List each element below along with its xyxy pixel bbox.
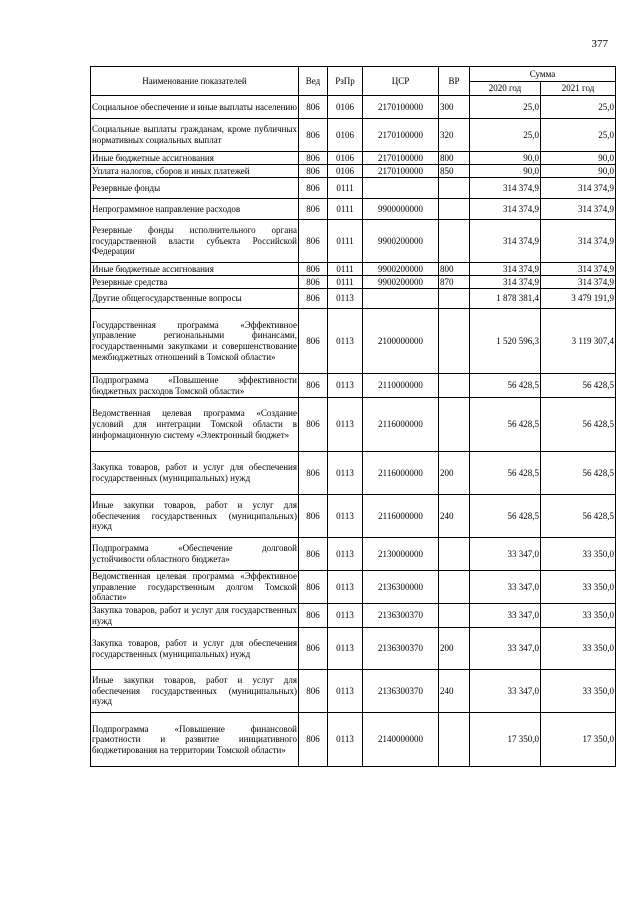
- row-vr: 850: [439, 165, 470, 178]
- row-csr: 2170100000: [363, 119, 439, 152]
- row-sum-2021: 3 119 307,4: [541, 309, 616, 374]
- row-vr: [439, 538, 470, 571]
- row-ved: 806: [299, 119, 328, 152]
- row-name: Социальное обеспечение и иные выплаты населению: [91, 96, 299, 119]
- row-ved: 806: [299, 309, 328, 374]
- row-rzpr: 0106: [328, 165, 363, 178]
- row-sum-2020: 314 374,9: [470, 263, 541, 276]
- table-row: [91, 199, 616, 220]
- row-rzpr: 0113: [328, 374, 363, 398]
- row-sum-2020: 314 374,9: [470, 178, 541, 199]
- row-rzpr: 0113: [328, 604, 363, 628]
- row-sum-2021: 90,0: [541, 165, 616, 178]
- row-ved: 806: [299, 165, 328, 178]
- row-rzpr: 0106: [328, 96, 363, 119]
- row-vr: 200: [439, 628, 470, 670]
- row-rzpr: 0113: [328, 398, 363, 452]
- table-row: [91, 374, 616, 398]
- row-sum-2020: 56 428,5: [470, 374, 541, 398]
- row-csr: 2116000000: [363, 452, 439, 495]
- row-sum-2021: 25,0: [541, 96, 616, 119]
- row-ved: 806: [299, 538, 328, 571]
- row-csr: 2136300370: [363, 628, 439, 670]
- row-csr: 2136300370: [363, 670, 439, 713]
- row-sum-2020: 25,0: [470, 119, 541, 152]
- row-ved: 806: [299, 495, 328, 538]
- row-rzpr: 0111: [328, 276, 363, 289]
- row-csr: 2140000000: [363, 713, 439, 767]
- row-rzpr: 0106: [328, 152, 363, 165]
- row-csr: [363, 289, 439, 309]
- table-row: [91, 538, 616, 571]
- row-rzpr: 0111: [328, 178, 363, 199]
- table-row: [91, 495, 616, 538]
- row-vr: [439, 374, 470, 398]
- row-sum-2021: 33 350,0: [541, 571, 616, 604]
- row-vr: 320: [439, 119, 470, 152]
- row-vr: [439, 289, 470, 309]
- header-year-2021: 2021 год: [541, 82, 616, 96]
- row-vr: 200: [439, 452, 470, 495]
- row-sum-2020: 56 428,5: [470, 495, 541, 538]
- row-ved: 806: [299, 374, 328, 398]
- table-row: [91, 713, 616, 767]
- row-sum-2020: 314 374,9: [470, 276, 541, 289]
- row-vr: [439, 220, 470, 263]
- row-sum-2020: 90,0: [470, 165, 541, 178]
- row-vr: [439, 571, 470, 604]
- row-rzpr: 0111: [328, 220, 363, 263]
- row-rzpr: 0106: [328, 119, 363, 152]
- row-name: Иные закупки товаров, работ и услуг для обеспечения государственных (муниципальных) нужд: [91, 670, 299, 713]
- header-sum: Сумма: [470, 67, 616, 82]
- row-csr: [363, 178, 439, 199]
- row-sum-2020: 56 428,5: [470, 452, 541, 495]
- row-vr: 870: [439, 276, 470, 289]
- row-ved: 806: [299, 220, 328, 263]
- row-ved: 806: [299, 604, 328, 628]
- row-csr: 2130000000: [363, 538, 439, 571]
- table-body: [91, 96, 616, 767]
- row-ved: 806: [299, 628, 328, 670]
- row-name: Иные бюджетные ассигнования: [91, 152, 299, 165]
- table-row: [91, 276, 616, 289]
- row-sum-2021: 314 374,9: [541, 199, 616, 220]
- row-vr: [439, 309, 470, 374]
- row-ved: 806: [299, 276, 328, 289]
- row-sum-2021: 56 428,5: [541, 398, 616, 452]
- table-row: [91, 220, 616, 263]
- row-ved: 806: [299, 571, 328, 604]
- row-csr: 2116000000: [363, 398, 439, 452]
- table-row: [91, 452, 616, 495]
- row-ved: 806: [299, 178, 328, 199]
- row-csr: 9900000000: [363, 199, 439, 220]
- table-row: [91, 289, 616, 309]
- row-sum-2020: 33 347,0: [470, 604, 541, 628]
- table-row: [91, 628, 616, 670]
- row-name: Социальные выплаты гражданам, кроме публичных нормативных социальных выплат: [91, 119, 299, 152]
- row-rzpr: 0111: [328, 263, 363, 276]
- row-name: Подпрограмма «Обеспечение долговой устойчивости областного бюджета»: [91, 538, 299, 571]
- row-ved: 806: [299, 398, 328, 452]
- row-sum-2021: 25,0: [541, 119, 616, 152]
- row-sum-2020: 314 374,9: [470, 220, 541, 263]
- row-csr: 2136300370: [363, 604, 439, 628]
- row-rzpr: 0113: [328, 670, 363, 713]
- row-name: Государственная программа «Эффективное управление региональными финансами, государственными закупками и совершенствование межбюджетных отношений в Томской области»: [91, 309, 299, 374]
- row-name: Непрограммное направление расходов: [91, 199, 299, 220]
- row-sum-2021: 314 374,9: [541, 276, 616, 289]
- row-sum-2021: 314 374,9: [541, 220, 616, 263]
- header-vr: ВР: [439, 67, 470, 96]
- row-vr: [439, 713, 470, 767]
- table-row: [91, 119, 616, 152]
- row-csr: 2116000000: [363, 495, 439, 538]
- row-vr: 240: [439, 495, 470, 538]
- header-ved: Вед: [299, 67, 328, 96]
- row-name: Закупка товаров, работ и услуг для государственных нужд: [92, 604, 297, 626]
- row-vr: 240: [439, 670, 470, 713]
- row-name: Резервные фонды исполнительного органа государственной власти субъекта Российской Федерации: [91, 220, 299, 263]
- header-csr: ЦСР: [363, 67, 439, 96]
- row-vr: [439, 604, 470, 628]
- header-rzpr: РзПр: [328, 67, 363, 96]
- row-name: Резервные фонды: [91, 178, 299, 199]
- row-ved: 806: [299, 452, 328, 495]
- table-row: [91, 670, 616, 713]
- row-csr: 9900200000: [363, 263, 439, 276]
- row-sum-2020: 33 347,0: [470, 571, 541, 604]
- row-name: Ведомственная целевая программа «Эффективное управление государственным долгом Томской области»: [92, 571, 297, 603]
- row-csr: 2136300000: [363, 571, 439, 604]
- row-name: Ведомственная целевая программа «Создание условий для интеграции Томской области в информационную систему «Электронный бюджет»: [91, 398, 299, 452]
- table-row: [91, 398, 616, 452]
- row-vr: [439, 199, 470, 220]
- row-name: Резервные средства: [91, 276, 299, 289]
- row-rzpr: 0113: [328, 289, 363, 309]
- budget-table: [90, 66, 616, 767]
- row-sum-2020: 1 878 381,4: [470, 289, 541, 309]
- row-rzpr: 0113: [328, 538, 363, 571]
- row-sum-2020: 56 428,5: [470, 398, 541, 452]
- table-row: [91, 165, 616, 178]
- row-rzpr: 0113: [328, 309, 363, 374]
- table-row: [91, 263, 616, 276]
- row-sum-2021: 3 479 191,9: [541, 289, 616, 309]
- row-sum-2021: 33 350,0: [541, 604, 616, 628]
- row-sum-2021: 56 428,5: [541, 374, 616, 398]
- row-sum-2021: 56 428,5: [541, 452, 616, 495]
- row-sum-2021: 33 350,0: [541, 670, 616, 713]
- table-row: [91, 96, 616, 119]
- row-name: Уплата налогов, сборов и иных платежей: [91, 165, 299, 178]
- row-ved: 806: [299, 263, 328, 276]
- row-name: Подпрограмма «Повышение эффективности бюджетных расходов Томской области»: [92, 374, 297, 396]
- row-sum-2021: 33 350,0: [541, 538, 616, 571]
- row-vr: [439, 178, 470, 199]
- row-sum-2020: 33 347,0: [470, 538, 541, 571]
- row-name: Подпрограмма «Повышение финансовой грамотности и развитие инициативного бюджетирования на территории Томской области»: [91, 713, 299, 767]
- row-vr: 800: [439, 263, 470, 276]
- row-name: Иные бюджетные ассигнования: [91, 263, 299, 276]
- row-csr: 9900200000: [363, 220, 439, 263]
- table-row: [91, 309, 616, 374]
- row-sum-2021: 17 350,0: [541, 713, 616, 767]
- row-sum-2020: 314 374,9: [470, 199, 541, 220]
- row-csr: 2170100000: [363, 96, 439, 119]
- row-name: Закупка товаров, работ и услуг для обеспечения государственных (муниципальных) нужд: [91, 452, 299, 495]
- row-ved: 806: [299, 670, 328, 713]
- row-sum-2021: 314 374,9: [541, 263, 616, 276]
- row-ved: 806: [299, 199, 328, 220]
- table-row: [91, 178, 616, 199]
- row-name: Другие общегосударственные вопросы: [91, 289, 299, 309]
- row-csr: 2170100000: [363, 165, 439, 178]
- page-number: 377: [591, 38, 608, 50]
- row-csr: 2170100000: [363, 152, 439, 165]
- row-rzpr: 0111: [328, 199, 363, 220]
- row-vr: 300: [439, 96, 470, 119]
- table-row: [91, 571, 616, 604]
- row-csr: 2100000000: [363, 309, 439, 374]
- row-sum-2020: 1 520 596,3: [470, 309, 541, 374]
- row-csr: 2110000000: [363, 374, 439, 398]
- row-sum-2021: 56 428,5: [541, 495, 616, 538]
- row-ved: 806: [299, 289, 328, 309]
- row-vr: [439, 398, 470, 452]
- row-sum-2020: 90,0: [470, 152, 541, 165]
- row-ved: 806: [299, 152, 328, 165]
- header-name: Наименование показателей: [91, 67, 299, 96]
- table-header: [91, 67, 616, 96]
- row-rzpr: 0113: [328, 495, 363, 538]
- row-ved: 806: [299, 713, 328, 767]
- row-sum-2021: 90,0: [541, 152, 616, 165]
- row-sum-2020: 33 347,0: [470, 670, 541, 713]
- row-rzpr: 0113: [328, 452, 363, 495]
- row-sum-2021: 33 350,0: [541, 628, 616, 670]
- row-name: Закупка товаров, работ и услуг для обеспечения государственных (муниципальных) нужд: [91, 628, 299, 670]
- row-ved: 806: [299, 96, 328, 119]
- row-rzpr: 0113: [328, 628, 363, 670]
- header-year-2020: 2020 год: [470, 82, 541, 96]
- row-rzpr: 0113: [328, 571, 363, 604]
- row-csr: 9900200000: [363, 276, 439, 289]
- row-sum-2020: 33 347,0: [470, 628, 541, 670]
- row-vr: 800: [439, 152, 470, 165]
- row-sum-2021: 314 374,9: [541, 178, 616, 199]
- row-rzpr: 0113: [328, 713, 363, 767]
- table-row: [91, 152, 616, 165]
- table-row: [91, 604, 616, 628]
- row-sum-2020: 25,0: [470, 96, 541, 119]
- row-name: Иные закупки товаров, работ и услуг для обеспечения государственных (муниципальных) нужд: [91, 495, 299, 538]
- row-sum-2020: 17 350,0: [470, 713, 541, 767]
